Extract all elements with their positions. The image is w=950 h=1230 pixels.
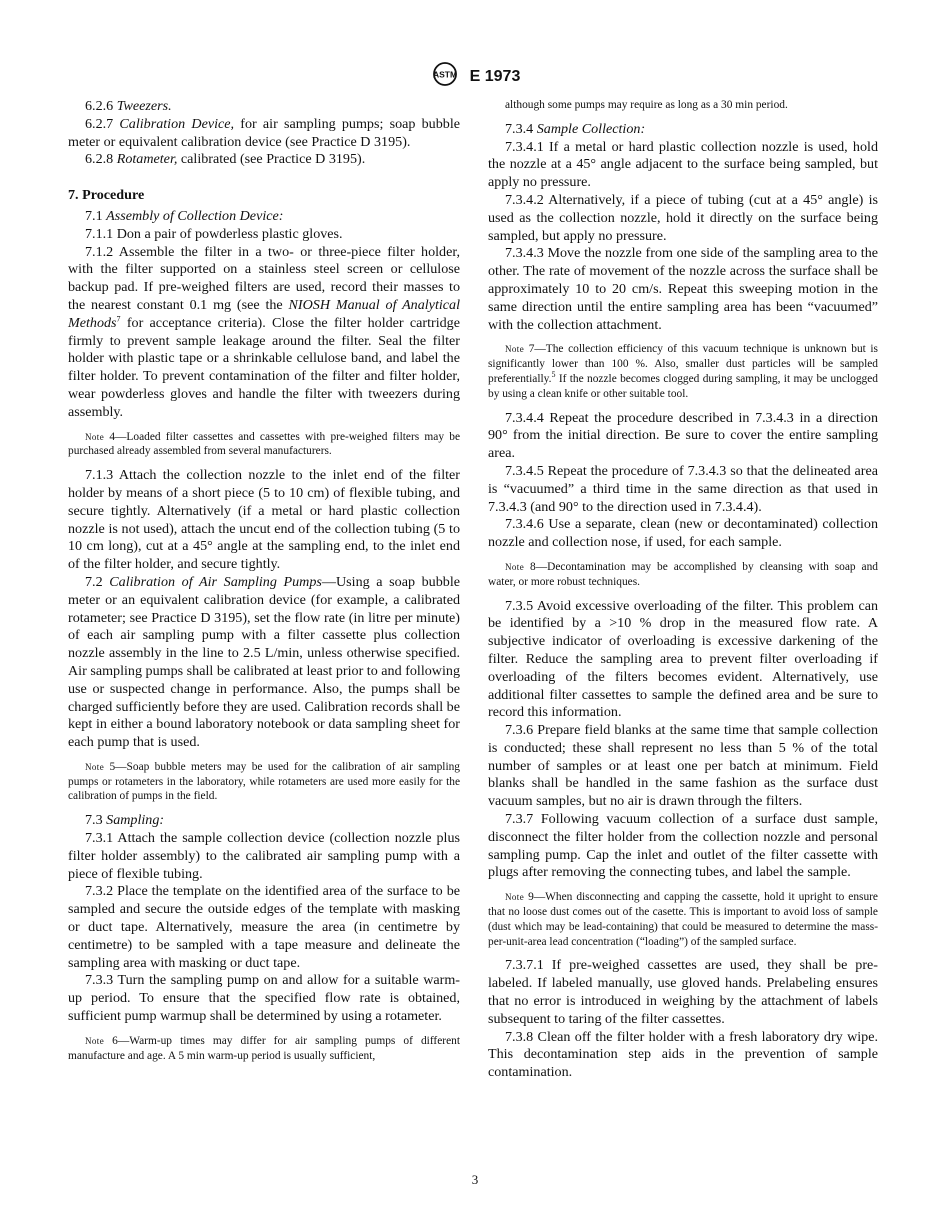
section-7-3-4-2: 7.3.4.2 Alternatively, if a piece of tubing (cut at a 45° angle) is used as the collection nozzle, hold it directly on the surface being sampled, but apply no pressure. xyxy=(488,191,878,244)
section-7-3-4-4: 7.3.4.4 Repeat the procedure described in 7.3.4.3 in a direction 90° from the initial direction. Be sure to cover the entire sampling area. xyxy=(488,409,878,462)
section-7-3-8: 7.3.8 Clean off the filter holder with a fresh laboratory dry wipe. This decontamination step aids in the prevention of sample contamination. xyxy=(488,1028,878,1081)
note-7: Note 7—The collection efficiency of this vacuum technique is unknown but is significantly lower than 100 %. Also, smaller dust particles will be sampled preferentially.$^5$ If the nozzle becomes clogged during sampling, it may be unclogged by using a clean knife or other suitable tool. xyxy=(488,343,878,400)
section-6-2-7: 6.2.7 Calibration Device, for air sampling pumps; soap bubble meter or equivalent calibration device (see Practice D 3195). xyxy=(68,115,460,150)
page-header xyxy=(0,62,950,88)
section-7-1-1: 7.1.1 Don a pair of powderless plastic gloves. xyxy=(85,225,343,242)
section-7-3-7-1: 7.3.7.1 If pre-weighed cassettes are used, they shall be pre-labeled. If labeled manually, use gloved hands. Prelabeling ensures that no error is introduced in weighing by the attachment of labels subsequent to taring of the filter cassettes. xyxy=(488,957,878,1027)
section-6-2-6: 6.2.6 Tweezers. xyxy=(85,98,172,114)
svg-text:ASTM: ASTM xyxy=(432,69,457,80)
section-7-3-4-6: 7.3.4.6 Use a separate, clean (new or decontaminated) collection nozzle and collection nose, if used, for each sample. xyxy=(488,516,878,551)
note-4: Note 4—Loaded filter cassettes and cassettes with pre-weighed filters may be purchased already assembled from several manufacturers. xyxy=(68,430,460,458)
section-7-3-3: 7.3.3 Turn the sampling pump on and allow for a suitable warm-up period. To ensure that the specified flow rate is obtained, sufficient pump warmup shall be determined by using a rotameter. xyxy=(68,972,460,1025)
note-5: Note 5—Soap bubble meters may be used for the calibration of air sampling pumps or rotameters in the laboratory, while rotameters are used more easily for the calibration of pumps in the field. xyxy=(68,760,460,803)
section-heading-procedure: 7. Procedure xyxy=(68,187,145,204)
section-7-3-1: 7.3.1 Attach the sample collection device (collection nozzle plus filter holder assembly) to the calibrated air sampling pump with a piece of flexible tubing. xyxy=(68,830,460,882)
page-number: 3 xyxy=(471,1172,479,1187)
left-column xyxy=(68,98,460,1071)
right-column xyxy=(488,98,878,1082)
section-7-3-5: 7.3.5 Avoid excessive overloading of the filter. This problem can be identified by a >10 % drop in the measured flow rate. A subjective indicator of overloading is excessive darkening of the filter. Reduce the sampling area to prevent filter overloading if overloading of the filters becomes evident. Alternatively, use additional filter cassettes to sample the defined area and be sure to record this information. xyxy=(488,597,878,721)
section-6-2-8: 6.2.8 Rotameter, calibrated (see Practice D 3195). xyxy=(85,151,366,168)
note-6: Note 6—Warm-up times may differ for air sampling pumps of different manufacture and age. A 5 min warm-up period is usually sufficient, xyxy=(68,1034,460,1062)
astm-logo-icon xyxy=(430,62,460,91)
section-7-1-3: 7.1.3 Attach the collection nozzle to the inlet end of the filter holder by means of a short piece (5 to 10 cm) of flexible tubing, and secure tightly. Alternatively (if a metal or hard plastic collection nozzle is not used), attach the uncut end of the collection tubing (5 to 10 cm long), cut at a 45° angle at the sampling end, to the inlet end of the filter holder, and secure tightly. xyxy=(68,467,460,573)
section-7-3-6: 7.3.6 Prepare field blanks at the same time that sample collection is conducted; these shall represent no less than 5 % of the total number of samples or at least one per batch at minimum. Field blanks shall be handled in the same fashion as the surface dust vacuum samples, but no air is drawn through the filters. xyxy=(488,722,878,810)
section-7-1: 7.1 Assembly of Collection Device: xyxy=(85,207,284,224)
section-7-3-4-3: 7.3.4.3 Move the nozzle from one side of the sampling area to the other. The rate of movement of the nozzle across the surface shall be approximately 10 to 20 cm/s. Repeat this sweeping motion in the same direction until the entire sampling area has been “vacuumed” with the collection attachment. xyxy=(488,245,878,333)
note-9: Note 9—When disconnecting and capping the cassette, hold it upright to ensure that no loose dust comes out of the casette. This is important to avoid loss of sample (dust which may be lead-containing) that could be measured to determine the mass-per-unit-area lead concentration (“loading”) of the sampled surface. xyxy=(488,891,878,948)
note-6-continued: although some pumps may require as long as a 30 min period. xyxy=(505,99,788,111)
section-7-1-2: 7.1.2 Assemble the filter in a two- or three-piece filter holder, with the filter supported on a stainless steel screen or cellulose backup pad. If pre-weighed filters are used, record their masses to the nearest constant 0.1 mg (see the NIOSH Manual of Analytical Methods$^7$ for acceptance criteria). Close the filter holder cartridge firmly to prevent sample leakage around the filter. Seal the filter holder with plastic tape or a shrinkable cellulose band, and label the filter holder. To prevent contamination of the filter and filter holder, wear powderless gloves and handle the filter with tweezers during assembly. xyxy=(68,243,460,420)
document-designation: E 1973 xyxy=(469,67,521,85)
section-7-3-7: 7.3.7 Following vacuum collection of a surface dust sample, disconnect the filter holder from the collection nozzle and personal sampling pump. Cap the inlet and outlet of the filter cassette with plugs after removing the connecting tubes, and label the sample. xyxy=(488,811,878,881)
section-7-3-4-1: 7.3.4.1 If a metal or hard plastic collection nozzle is used, hold the nozzle at a 45° angle adjacent to the surface being sampled, but apply no pressure. xyxy=(488,138,878,191)
section-7-3-2: 7.3.2 Place the template on the identified area of the surface to be sampled and secure the outside edges of the template with masking or duct tape. Alternatively, measure the area (in centimetre by centimetre) to be sampled with a tape measure and delineate the sampling area with masking or duct tape. xyxy=(68,883,460,971)
section-7-3-4: 7.3.4 Sample Collection: xyxy=(505,120,646,137)
section-7-3: 7.3 Sampling: xyxy=(85,812,165,829)
note-8: Note 8—Decontamination may be accomplished by cleansing with soap and water, or more robust techniques. xyxy=(488,560,878,588)
section-7-2: 7.2 Calibration of Air Sampling Pumps—Using a soap bubble meter or an equivalent calibration device (for example, a calibrated rotameter; see Practice D 3195), set the flow rate (in litre per minute) of each air sampling pump with a filter cassette plus collection nozzle assembly in the line to 2.5 L/min, unless otherwise specified. Air sampling pumps shall be calibrated at least prior to and following use or suspected change in performance. Also, the pumps shall be charged sufficiently before they are used. Calibration records shall be kept in either a bound laboratory notebook or data sampling sheet for each pump that is used. xyxy=(68,573,460,751)
section-7-3-4-5: 7.3.4.5 Repeat the procedure of 7.3.4.3 so that the delineated area is “vacuumed” a third time in the same direction as that used in 7.3.4.3 (and 90° to the direction used in 7.3.4.4). xyxy=(488,462,878,515)
